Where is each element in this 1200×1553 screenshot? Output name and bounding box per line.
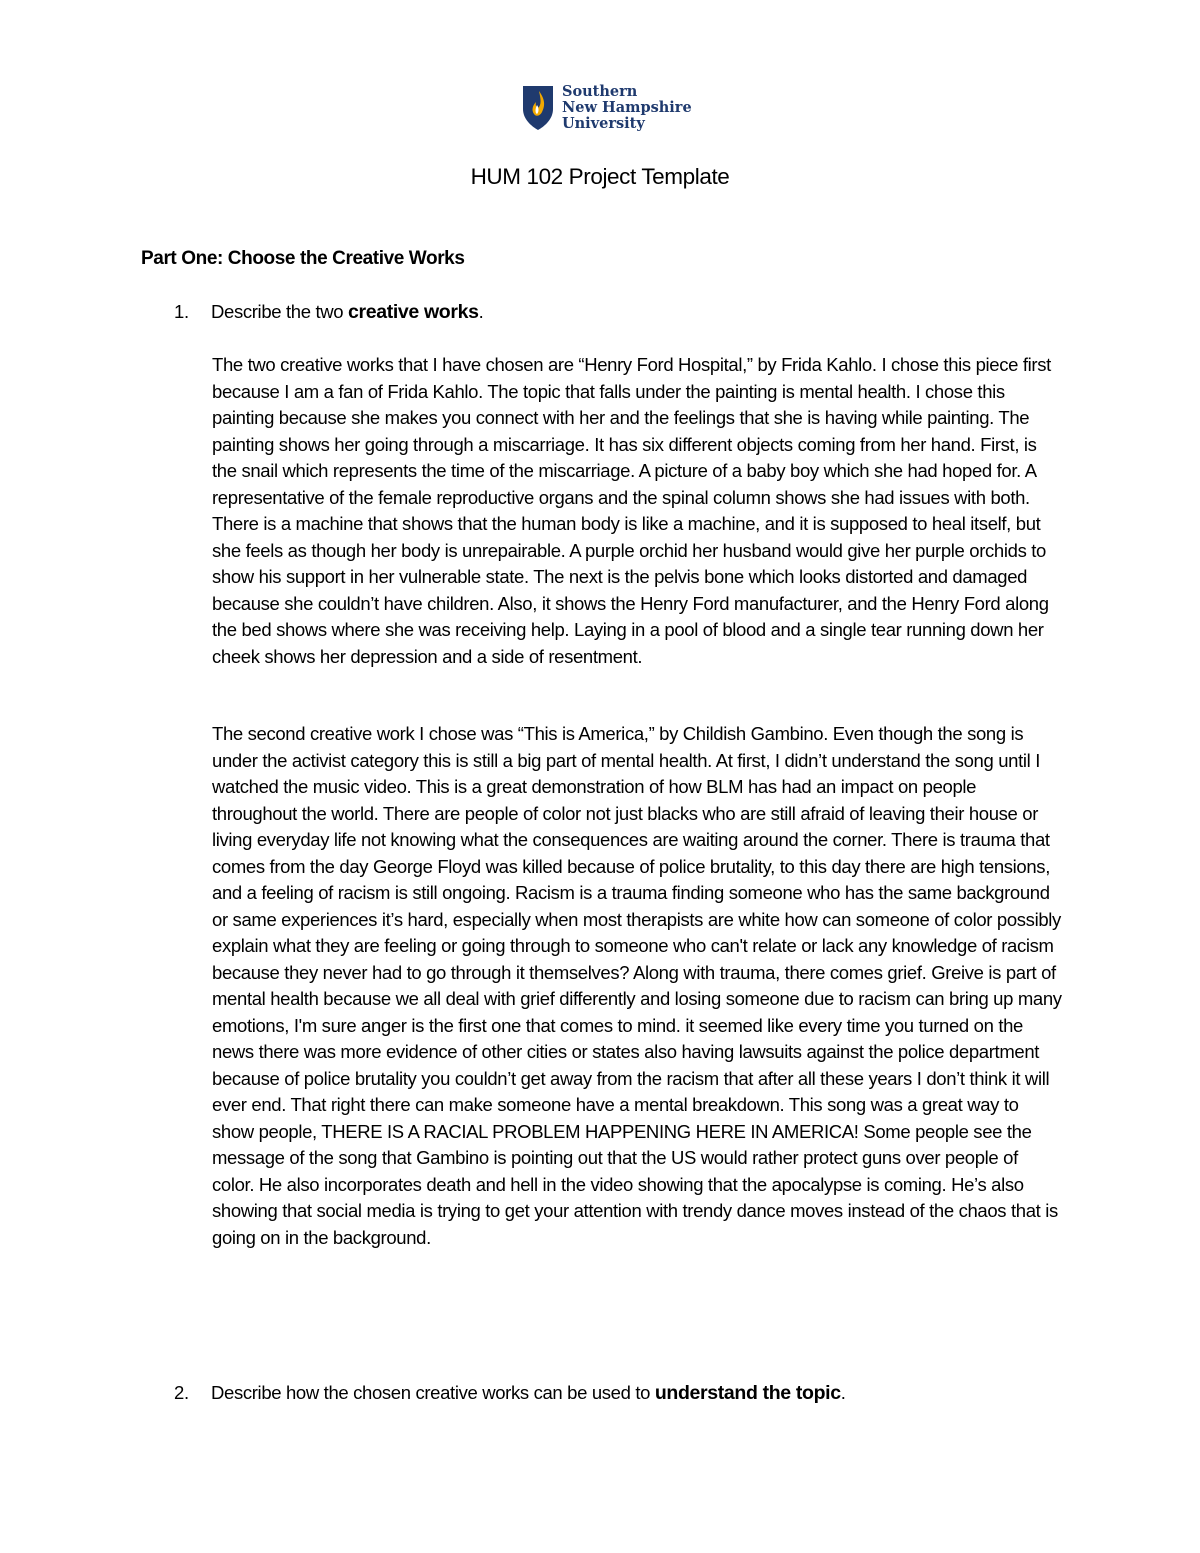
shield-flame-icon	[522, 85, 554, 131]
question-2-emphasis: understand the topic	[654, 1382, 841, 1404]
question-2-number: 2.	[174, 1382, 189, 1403]
document-title: HUM 102 Project Template	[470, 164, 730, 189]
question-1-emphasis: creative works	[347, 301, 479, 323]
question-1-prefix: Describe the two	[211, 301, 348, 322]
question-1-suffix: .	[478, 301, 484, 322]
answer-2-paragraph: The second creative work I chose was “This is America,” by Childish Gambino. Even though the song is under the activist category this is still a big part of mental health. At first, I didn’t understand the song until I watched the music video. This is a great demonstration of how BLM has had an impact on people throughout the world. There are people of color not just blacks who are still afraid of leaving their house or living everyday life not knowing what the consequences are waiting around the corner. There is trauma that comes from the day George Floyd was killed because of police brutality, to this day there are high tensions, and a feeling of racism is still ongoing. Racism is a trauma finding someone who has the same background or same experiences it’s hard, especially when most therapists are white how can someone of color possibly explain what they are feeling or going through to someone who can't relate or lack any knowledge of racism because they never had to go through it themselves? Along with trauma, there comes grief. Greive is part of mental health because we all deal with grief differently and losing someone due to racism can bring up many emotions, I'm sure anger is the first one that comes to mind. it seemed like every time you turned on the news there was more evidence of other cities or states also having lawsuits against the police department because of police brutality you couldn’t get away from the racism that after all these years I don’t think it will ever end. That right there can make someone have a mental breakdown. This song was a great way to show people, THERE IS A RACIAL PROBLEM HAPPENING HERE IN AMERICA! Some people see the message of the song that Gambino is pointing out that the US would rather protect guns over people of color. He also incorporates death and hell in the video showing that the apocalypse is coming. He’s also showing that social media is trying to get your attention with trendy dance moves instead of the chaos that is going on in the background.	[212, 723, 1062, 1248]
logo-text-line3: University	[562, 115, 645, 132]
part-one-heading: Part One: Choose the Creative Works	[141, 248, 465, 269]
answer-1-paragraph: The two creative works that I have chosen are “Henry Ford Hospital,” by Frida Kahlo. I chose this piece first because I am a fan of Frida Kahlo. The topic that falls under the painting is mental health. I chose this painting because she makes you connect with her and the feelings that she is having while painting. The painting shows her going through a miscarriage. It has six different objects coming from her hand. First, is the snail which represents the time of the miscarriage. A picture of a baby boy which she had hoped for. A representative of the female reproductive organs and the spinal column shows she had issues with both. There is a machine that shows that the human body is like a machine, and it is supposed to heal itself, but she feels as though her body is unrepairable. A purple orchid her husband would give her purple orchids to show his support in her vulnerable state. The next is the pelvis bone which looks distorted and damaged because she couldn’t have children. Also, it shows the Henry Ford manufacturer, and the Henry Ford along the bed shows where she was receiving help. Laying in a pool of blood and a single tear running down her cheek shows her depression and a side of resentment.	[212, 354, 1051, 667]
question-2-prefix: Describe how the chosen creative works can be used to	[211, 1382, 655, 1403]
university-logo	[522, 84, 692, 132]
question-2	[174, 1379, 846, 1407]
logo-text-line1: Southern	[562, 83, 638, 100]
question-2-suffix: .	[840, 1382, 846, 1403]
question-1-number: 1.	[174, 301, 189, 322]
logo-text-line2: New Hampshire	[562, 99, 692, 116]
question-1	[174, 298, 483, 326]
